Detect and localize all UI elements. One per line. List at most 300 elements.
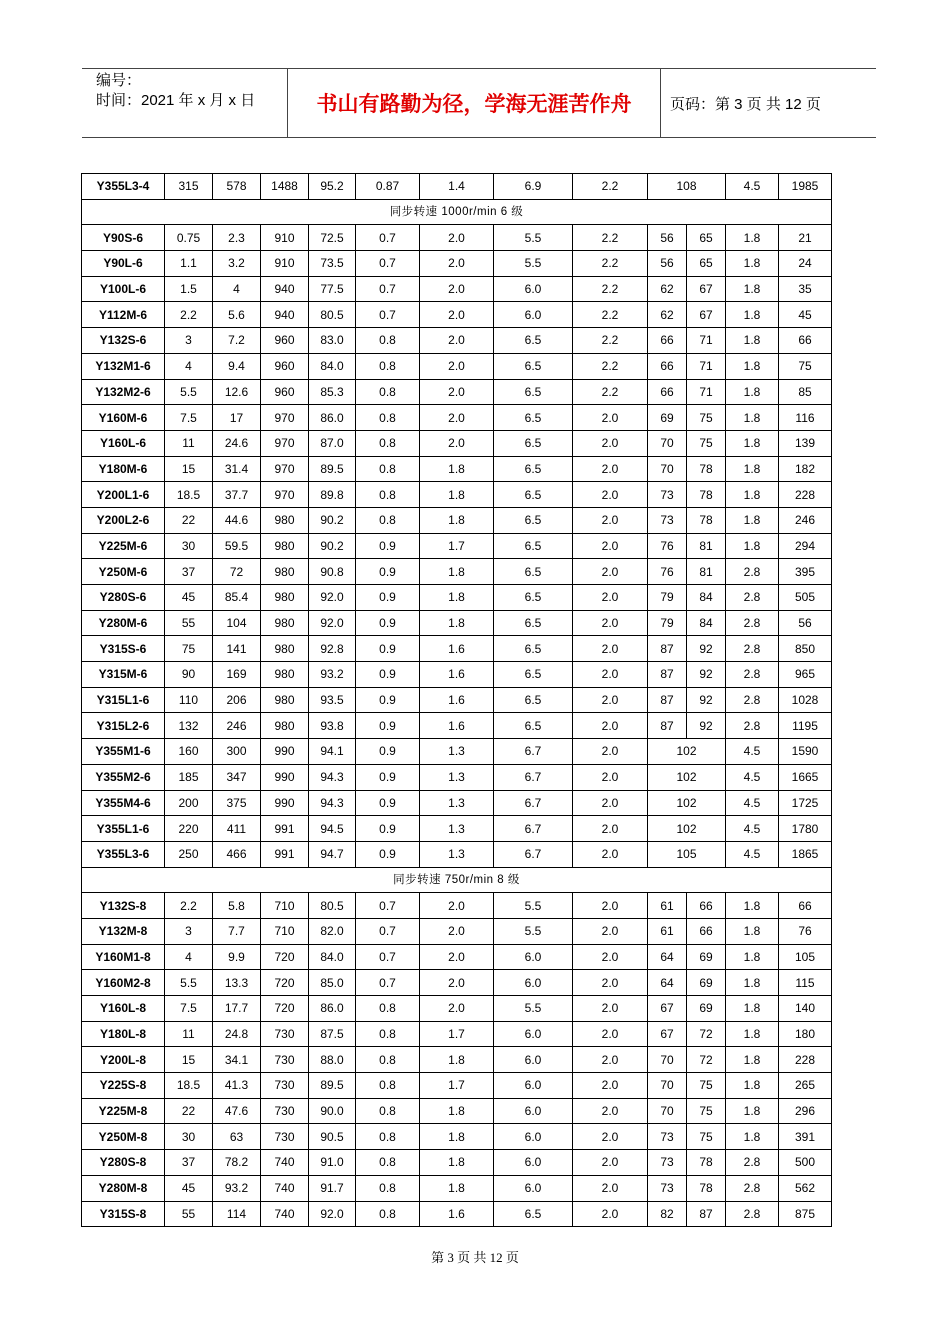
table-cell: 93.2 xyxy=(213,1175,261,1201)
table-cell: 1.7 xyxy=(420,1021,494,1047)
table-cell: 73 xyxy=(648,482,687,508)
table-cell: 1.8 xyxy=(726,507,779,533)
table-cell: 1.3 xyxy=(420,739,494,765)
model-cell: Y160M-6 xyxy=(82,405,165,431)
table-cell: 1665 xyxy=(779,764,832,790)
table-cell: 3.2 xyxy=(213,251,261,277)
table-cell: 1.8 xyxy=(420,585,494,611)
table-row xyxy=(82,1047,832,1073)
table-cell: 37.7 xyxy=(213,482,261,508)
header-page-label: 页码：第 3 页 共 12 页 xyxy=(670,95,821,113)
table-cell: 70 xyxy=(648,430,687,456)
table-cell: 1.8 xyxy=(726,379,779,405)
table-cell: 980 xyxy=(261,507,309,533)
table-cell: 86.0 xyxy=(309,996,356,1022)
table-cell: 2.0 xyxy=(573,507,648,533)
table-cell: 875 xyxy=(779,1201,832,1227)
model-cell: Y90L-6 xyxy=(82,251,165,277)
model-cell: Y132M2-6 xyxy=(82,379,165,405)
table-cell: 24 xyxy=(779,251,832,277)
table-cell: 72.5 xyxy=(309,225,356,251)
table-cell: 720 xyxy=(261,970,309,996)
table-cell: 102 xyxy=(648,816,726,842)
table-cell: 0.87 xyxy=(356,174,420,200)
table-cell: 45 xyxy=(165,1175,213,1201)
table-cell: 75 xyxy=(687,405,726,431)
table-cell: 2.0 xyxy=(573,1175,648,1201)
table-cell: 90.8 xyxy=(309,559,356,585)
table-cell: 6.5 xyxy=(494,379,573,405)
table-cell: 4.5 xyxy=(726,841,779,867)
table-cell: 116 xyxy=(779,405,832,431)
table-cell: 1.8 xyxy=(726,302,779,328)
table-cell: 93.5 xyxy=(309,687,356,713)
table-cell: 72 xyxy=(687,1021,726,1047)
table-row xyxy=(82,251,832,277)
table-row xyxy=(82,1175,832,1201)
table-cell: 0.9 xyxy=(356,559,420,585)
table-cell: 0.9 xyxy=(356,739,420,765)
table-cell: 2.8 xyxy=(726,610,779,636)
table-cell: 2.0 xyxy=(573,1150,648,1176)
table-cell: 730 xyxy=(261,1073,309,1099)
table-row xyxy=(82,739,832,765)
table-row xyxy=(82,533,832,559)
table-cell: 6.5 xyxy=(494,559,573,585)
table-cell: 6.7 xyxy=(494,764,573,790)
table-cell: 86.0 xyxy=(309,405,356,431)
table-cell: 70 xyxy=(648,1047,687,1073)
table-cell: 991 xyxy=(261,816,309,842)
table-cell: 0.8 xyxy=(356,430,420,456)
table-cell: 1985 xyxy=(779,174,832,200)
model-cell: Y355L1-6 xyxy=(82,816,165,842)
table-cell: 220 xyxy=(165,816,213,842)
table-cell: 2.8 xyxy=(726,1150,779,1176)
table-cell: 110 xyxy=(165,687,213,713)
table-cell: 185 xyxy=(165,764,213,790)
table-cell: 55 xyxy=(165,1201,213,1227)
table-cell: 91.7 xyxy=(309,1175,356,1201)
table-cell: 0.8 xyxy=(356,379,420,405)
table-cell: 92 xyxy=(687,713,726,739)
table-cell: 990 xyxy=(261,764,309,790)
table-cell: 0.9 xyxy=(356,764,420,790)
table-cell: 2.0 xyxy=(420,430,494,456)
table-cell: 4.5 xyxy=(726,816,779,842)
table-cell: 710 xyxy=(261,893,309,919)
table-cell: 75 xyxy=(687,430,726,456)
table-cell: 1.8 xyxy=(726,996,779,1022)
table-cell: 72 xyxy=(213,559,261,585)
table-cell: 84.0 xyxy=(309,353,356,379)
table-cell: 94.7 xyxy=(309,841,356,867)
table-cell: 1.8 xyxy=(726,1124,779,1150)
header-info xyxy=(96,71,286,111)
table-cell: 90.5 xyxy=(309,1124,356,1150)
table-cell: 2.0 xyxy=(420,328,494,354)
table-cell: 5.5 xyxy=(494,251,573,277)
table-cell: 75 xyxy=(165,636,213,662)
table-cell: 89.5 xyxy=(309,456,356,482)
table-cell: 9.4 xyxy=(213,353,261,379)
table-row xyxy=(82,379,832,405)
model-cell: Y280S-6 xyxy=(82,585,165,611)
table-cell: 960 xyxy=(261,353,309,379)
motor-spec-table xyxy=(81,173,832,1227)
table-cell: 6.5 xyxy=(494,713,573,739)
table-row xyxy=(82,276,832,302)
table-cell: 89.5 xyxy=(309,1073,356,1099)
table-cell: 1.8 xyxy=(726,970,779,996)
table-cell: 62 xyxy=(648,276,687,302)
table-cell: 0.7 xyxy=(356,918,420,944)
table-cell: 34.1 xyxy=(213,1047,261,1073)
table-cell: 22 xyxy=(165,507,213,533)
table-cell: 6.9 xyxy=(494,174,573,200)
table-cell: 2.0 xyxy=(573,636,648,662)
table-cell: 69 xyxy=(687,996,726,1022)
model-cell: Y160L-6 xyxy=(82,430,165,456)
table-cell: 1.8 xyxy=(726,353,779,379)
table-row xyxy=(82,687,832,713)
table-cell: 2.0 xyxy=(573,585,648,611)
table-cell: 67 xyxy=(687,302,726,328)
table-cell: 740 xyxy=(261,1150,309,1176)
table-cell: 3 xyxy=(165,918,213,944)
table-cell: 2.0 xyxy=(573,662,648,688)
table-cell: 79 xyxy=(648,585,687,611)
table-cell: 17 xyxy=(213,405,261,431)
table-cell: 77.5 xyxy=(309,276,356,302)
table-row xyxy=(82,1124,832,1150)
table-cell: 6.0 xyxy=(494,1124,573,1150)
table-cell: 250 xyxy=(165,841,213,867)
table-cell: 2.0 xyxy=(573,841,648,867)
table-cell: 1.3 xyxy=(420,790,494,816)
table-row xyxy=(82,970,832,996)
table-cell: 12.6 xyxy=(213,379,261,405)
table-cell: 2.0 xyxy=(573,1021,648,1047)
table-cell: 980 xyxy=(261,559,309,585)
table-cell: 70 xyxy=(648,456,687,482)
table-cell: 2.0 xyxy=(573,1098,648,1124)
model-cell: Y180M-6 xyxy=(82,456,165,482)
model-cell: Y160M2-8 xyxy=(82,970,165,996)
table-cell: 7.7 xyxy=(213,918,261,944)
table-cell: 6.0 xyxy=(494,302,573,328)
table-cell: 0.8 xyxy=(356,1021,420,1047)
model-cell: Y315S-8 xyxy=(82,1201,165,1227)
table-cell: 71 xyxy=(687,328,726,354)
table-cell: 0.7 xyxy=(356,970,420,996)
table-cell: 910 xyxy=(261,225,309,251)
table-cell: 69 xyxy=(687,970,726,996)
table-cell: 141 xyxy=(213,636,261,662)
table-cell: 1.8 xyxy=(420,610,494,636)
table-cell: 35 xyxy=(779,276,832,302)
table-cell: 66 xyxy=(687,918,726,944)
table-row xyxy=(82,302,832,328)
table-cell: 228 xyxy=(779,482,832,508)
table-cell: 0.9 xyxy=(356,533,420,559)
table-cell: 87 xyxy=(648,636,687,662)
table-cell: 562 xyxy=(779,1175,832,1201)
table-cell: 6.5 xyxy=(494,1201,573,1227)
table-cell: 66 xyxy=(779,328,832,354)
table-cell: 6.0 xyxy=(494,1098,573,1124)
table-cell: 21 xyxy=(779,225,832,251)
table-cell: 850 xyxy=(779,636,832,662)
table-cell: 94.3 xyxy=(309,790,356,816)
table-cell: 0.7 xyxy=(356,276,420,302)
table-cell: 720 xyxy=(261,996,309,1022)
table-cell: 2.0 xyxy=(573,1124,648,1150)
table-cell: 2.2 xyxy=(573,225,648,251)
table-cell: 6.7 xyxy=(494,841,573,867)
table-cell: 69 xyxy=(648,405,687,431)
model-cell: Y280S-8 xyxy=(82,1150,165,1176)
table-row xyxy=(82,764,832,790)
model-cell: Y132S-8 xyxy=(82,893,165,919)
table-cell: 102 xyxy=(648,764,726,790)
table-cell: 92 xyxy=(687,687,726,713)
table-cell: 1.6 xyxy=(420,636,494,662)
table-cell: 578 xyxy=(213,174,261,200)
number-label: 编号： xyxy=(96,72,142,89)
table-cell: 4.5 xyxy=(726,739,779,765)
table-cell: 1.8 xyxy=(420,507,494,533)
table-cell: 93.2 xyxy=(309,662,356,688)
table-cell: 0.8 xyxy=(356,1150,420,1176)
model-cell: Y132M-8 xyxy=(82,918,165,944)
table-cell: 2.2 xyxy=(573,251,648,277)
table-cell: 970 xyxy=(261,456,309,482)
table-cell: 63 xyxy=(213,1124,261,1150)
table-cell: 41.3 xyxy=(213,1073,261,1099)
table-cell: 95.2 xyxy=(309,174,356,200)
table-cell: 0.8 xyxy=(356,482,420,508)
table-cell: 0.9 xyxy=(356,841,420,867)
table-cell: 9.9 xyxy=(213,944,261,970)
table-cell: 265 xyxy=(779,1073,832,1099)
table-cell: 65 xyxy=(687,225,726,251)
table-cell: 71 xyxy=(687,379,726,405)
table-cell: 0.9 xyxy=(356,636,420,662)
table-cell: 2.0 xyxy=(573,533,648,559)
table-row xyxy=(82,918,832,944)
table-cell: 90.0 xyxy=(309,1098,356,1124)
table-cell: 11 xyxy=(165,1021,213,1047)
motor-spec-table-container xyxy=(81,173,832,1227)
model-cell: Y250M-6 xyxy=(82,559,165,585)
table-cell: 6.0 xyxy=(494,970,573,996)
model-cell: Y160M1-8 xyxy=(82,944,165,970)
table-cell: 710 xyxy=(261,918,309,944)
table-cell: 1.8 xyxy=(726,456,779,482)
table-cell: 55 xyxy=(165,610,213,636)
table-cell: 1.4 xyxy=(420,174,494,200)
table-cell: 505 xyxy=(779,585,832,611)
table-cell: 24.8 xyxy=(213,1021,261,1047)
table-cell: 81 xyxy=(687,533,726,559)
table-cell: 4 xyxy=(165,944,213,970)
table-cell: 0.7 xyxy=(356,251,420,277)
table-cell: 2.2 xyxy=(573,276,648,302)
table-cell: 0.8 xyxy=(356,1047,420,1073)
table-cell: 66 xyxy=(779,893,832,919)
table-cell: 84.0 xyxy=(309,944,356,970)
table-cell: 87 xyxy=(648,687,687,713)
table-cell: 2.8 xyxy=(726,559,779,585)
table-cell: 980 xyxy=(261,713,309,739)
table-cell: 300 xyxy=(213,739,261,765)
table-cell: 0.8 xyxy=(356,1175,420,1201)
table-cell: 2.0 xyxy=(573,739,648,765)
table-cell: 87.5 xyxy=(309,1021,356,1047)
table-cell: 5.5 xyxy=(494,996,573,1022)
table-cell: 70 xyxy=(648,1098,687,1124)
table-cell: 960 xyxy=(261,328,309,354)
table-cell: 1.8 xyxy=(726,482,779,508)
table-cell: 87.0 xyxy=(309,430,356,456)
table-cell: 980 xyxy=(261,636,309,662)
table-cell: 1.1 xyxy=(165,251,213,277)
table-cell: 73.5 xyxy=(309,251,356,277)
table-cell: 0.8 xyxy=(356,507,420,533)
table-cell: 2.0 xyxy=(573,970,648,996)
table-cell: 15 xyxy=(165,1047,213,1073)
table-cell: 67 xyxy=(648,996,687,1022)
table-cell: 30 xyxy=(165,533,213,559)
table-cell: 2.0 xyxy=(420,251,494,277)
model-cell: Y355M1-6 xyxy=(82,739,165,765)
table-cell: 1.8 xyxy=(420,1150,494,1176)
table-cell: 64 xyxy=(648,944,687,970)
table-cell: 44.6 xyxy=(213,507,261,533)
table-cell: 2.0 xyxy=(420,276,494,302)
table-cell: 375 xyxy=(213,790,261,816)
table-cell: 980 xyxy=(261,610,309,636)
table-cell: 0.9 xyxy=(356,713,420,739)
table-cell: 5.5 xyxy=(494,918,573,944)
table-row xyxy=(82,636,832,662)
table-cell: 206 xyxy=(213,687,261,713)
table-cell: 79 xyxy=(648,610,687,636)
table-cell: 1.8 xyxy=(726,328,779,354)
table-cell: 294 xyxy=(779,533,832,559)
table-cell: 2.2 xyxy=(165,893,213,919)
model-cell: Y90S-6 xyxy=(82,225,165,251)
table-cell: 1725 xyxy=(779,790,832,816)
table-cell: 2.0 xyxy=(420,996,494,1022)
table-cell: 1.6 xyxy=(420,1201,494,1227)
table-cell: 1.7 xyxy=(420,533,494,559)
header-divider xyxy=(660,69,661,137)
section-header: 同步转速 750r/min 8 级 xyxy=(82,867,832,893)
table-cell: 2.0 xyxy=(420,379,494,405)
table-cell: 6.5 xyxy=(494,430,573,456)
table-cell: 67 xyxy=(687,276,726,302)
table-cell: 7.2 xyxy=(213,328,261,354)
table-cell: 2.8 xyxy=(726,585,779,611)
table-cell: 0.8 xyxy=(356,1073,420,1099)
table-cell: 395 xyxy=(779,559,832,585)
table-cell: 78 xyxy=(687,456,726,482)
table-cell: 75 xyxy=(687,1124,726,1150)
table-cell: 6.5 xyxy=(494,328,573,354)
table-cell: 6.7 xyxy=(494,739,573,765)
table-cell: 730 xyxy=(261,1124,309,1150)
table-cell: 30 xyxy=(165,1124,213,1150)
table-cell: 500 xyxy=(779,1150,832,1176)
section-header-row xyxy=(82,199,832,225)
table-cell: 740 xyxy=(261,1175,309,1201)
table-cell: 730 xyxy=(261,1098,309,1124)
table-cell: 965 xyxy=(779,662,832,688)
table-cell: 85 xyxy=(779,379,832,405)
table-cell: 2.0 xyxy=(573,816,648,842)
table-cell: 6.5 xyxy=(494,585,573,611)
table-cell: 0.9 xyxy=(356,662,420,688)
table-cell: 2.0 xyxy=(420,353,494,379)
table-cell: 0.8 xyxy=(356,405,420,431)
table-cell: 73 xyxy=(648,1124,687,1150)
table-cell: 0.8 xyxy=(356,456,420,482)
table-cell: 6.5 xyxy=(494,610,573,636)
table-cell: 73 xyxy=(648,507,687,533)
table-cell: 2.0 xyxy=(573,482,648,508)
table-cell: 6.5 xyxy=(494,533,573,559)
table-cell: 1488 xyxy=(261,174,309,200)
table-cell: 1.8 xyxy=(726,405,779,431)
table-cell: 85.0 xyxy=(309,970,356,996)
table-cell: 1.8 xyxy=(726,918,779,944)
table-cell: 970 xyxy=(261,430,309,456)
table-cell: 6.5 xyxy=(494,687,573,713)
table-cell: 3 xyxy=(165,328,213,354)
table-cell: 71 xyxy=(687,353,726,379)
table-cell: 1.8 xyxy=(420,456,494,482)
table-cell: 1.8 xyxy=(726,225,779,251)
table-cell: 2.2 xyxy=(165,302,213,328)
table-cell: 17.7 xyxy=(213,996,261,1022)
model-cell: Y315L1-6 xyxy=(82,687,165,713)
table-cell: 0.9 xyxy=(356,585,420,611)
table-cell: 108 xyxy=(648,174,726,200)
table-cell: 0.7 xyxy=(356,225,420,251)
table-row xyxy=(82,944,832,970)
table-cell: 1.8 xyxy=(726,430,779,456)
table-cell: 1.8 xyxy=(420,1098,494,1124)
table-cell: 2.0 xyxy=(573,764,648,790)
table-cell: 2.0 xyxy=(420,893,494,919)
table-cell: 2.8 xyxy=(726,636,779,662)
table-cell: 2.0 xyxy=(420,918,494,944)
table-cell: 102 xyxy=(648,739,726,765)
table-cell: 940 xyxy=(261,276,309,302)
table-cell: 73 xyxy=(648,1150,687,1176)
model-cell: Y315L2-6 xyxy=(82,713,165,739)
table-row xyxy=(82,559,832,585)
table-cell: 5.6 xyxy=(213,302,261,328)
table-cell: 6.5 xyxy=(494,482,573,508)
table-cell: 1.8 xyxy=(420,1047,494,1073)
table-cell: 2.2 xyxy=(573,353,648,379)
table-cell: 347 xyxy=(213,764,261,790)
table-cell: 0.8 xyxy=(356,1124,420,1150)
table-cell: 910 xyxy=(261,251,309,277)
